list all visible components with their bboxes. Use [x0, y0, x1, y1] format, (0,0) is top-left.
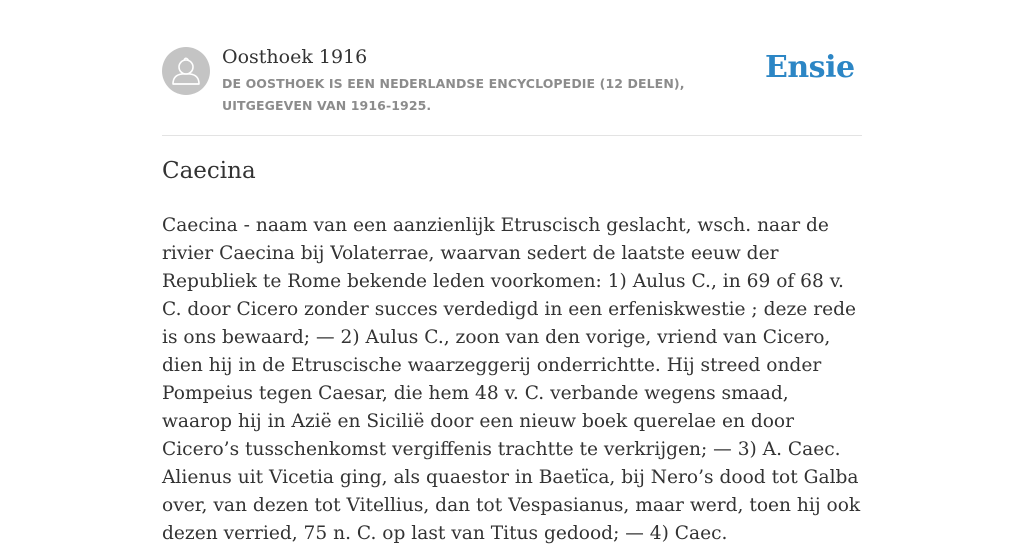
person-icon [162, 47, 210, 95]
brand-logo[interactable]: Ensie [765, 50, 855, 85]
source-header [162, 0, 862, 136]
source-name[interactable]: Oosthoek 1916 [222, 46, 368, 68]
source-description: DE OOSTHOEK IS EEN NEDERLANDSE ENCYCLOPEDIE (12 DELEN), UITGEGEVEN VAN 1916-1925. [222, 76, 685, 113]
entry-body: Caecina - naam van een aanzienlijk Etruscisch geslacht, wsch. naar de rivier Caecina bij Volaterrae, waarvan sedert de laatste eeuw der Republiek te Rome bekende leden voorkomen: 1) Aulus C., in 69 of 68 v. C. door Cicero zonder succes verdedigd in een erfeniskwestie ; deze rede is ons bewaard; — 2) Aulus C., zoon van den vorige, vriend van Cicero, dien hij in de Etruscische waarzeggerij onderrichtte. Hij streed onder Pompeius tegen Caesar, die hem 48 v. C. verbande wegens smaad, waarop hij in Azië en Sicilië door een nieuw boek querelae en door Cicero’s tusschenkomst vergiffenis trachtte te verkrijgen; — 3) A. Caec. Alienus uit Vicetia ging, als quaestor in Baetïca, bij Nero’s dood tot Galba over, van dezen tot Vitellius, dan tot Vespasianus, maar werd, toen hij ook dezen verried, 75 n. C. op last van Titus gedood; — 4) Caec. [162, 215, 861, 544]
content-container [162, 0, 862, 544]
page-title: Caecina [162, 158, 256, 184]
avatar[interactable] [162, 47, 210, 95]
